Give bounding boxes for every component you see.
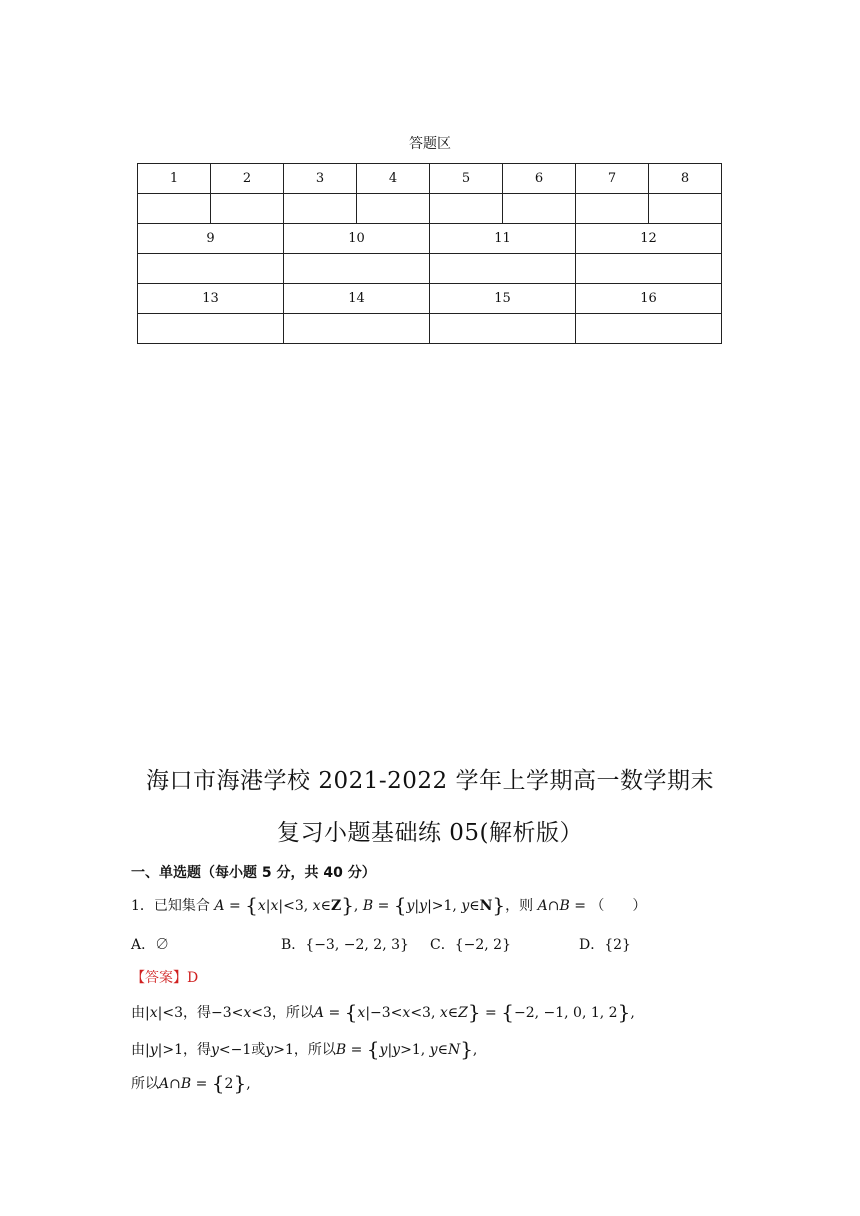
option-a-label: A．	[131, 937, 156, 953]
answer-number-cell: 2	[211, 164, 284, 194]
answer-number-cell: 6	[503, 164, 576, 194]
answer-grid-blank-row	[138, 314, 722, 344]
intersection-expression: A∩B =	[537, 898, 586, 914]
step2-text: ，得	[183, 1042, 211, 1058]
answer-blank-cell[interactable]	[284, 194, 357, 224]
answer-blank-cell[interactable]	[430, 194, 503, 224]
step1-text: ，所以	[271, 1005, 314, 1021]
answer-number-cell: 3	[284, 164, 357, 194]
answer-blank-cell[interactable]	[576, 314, 722, 344]
answer-grid-blank-row	[138, 254, 722, 284]
document-title-line1: 海口市海港学校 2021-2022 学年上学期高一数学期末	[146, 768, 714, 794]
answer-number-cell: 13	[138, 284, 284, 314]
option-c-label: C．	[430, 937, 455, 953]
step2-text: 或	[251, 1042, 266, 1058]
answer-number-cell: 16	[576, 284, 722, 314]
answer-grid-header-row	[138, 224, 722, 254]
answer-blank-cell[interactable]	[357, 194, 430, 224]
answer-grid-header-row	[138, 164, 722, 194]
answer-number-cell: 4	[357, 164, 430, 194]
section-heading: 一、单选题（每小题 5 分，共 40 分）	[131, 865, 376, 881]
answer-number-cell: 8	[649, 164, 722, 194]
option-d-label: D．	[579, 937, 605, 953]
option-a[interactable]	[131, 934, 169, 954]
answer-blank-cell[interactable]	[576, 254, 722, 284]
answer-number-cell: 9	[138, 224, 284, 254]
answer-number-cell: 7	[576, 164, 649, 194]
question-1-stem	[131, 893, 646, 917]
option-b[interactable]	[281, 934, 409, 954]
option-b-label: B．	[281, 937, 306, 953]
answer-blank-cell[interactable]	[138, 254, 284, 284]
step2-text: ，所以	[293, 1042, 336, 1058]
answer-number-cell: 1	[138, 164, 211, 194]
answer-number-cell: 14	[284, 284, 430, 314]
solution-step-3: 所以A∩B = {2},	[131, 1071, 251, 1095]
step1-text: ，得	[182, 1005, 211, 1021]
answer-grid-blank-row	[138, 194, 722, 224]
answer-blank-cell[interactable]	[503, 194, 576, 224]
answer-area-title: 答题区	[409, 136, 451, 152]
answer-blank-cell[interactable]	[211, 194, 284, 224]
answer-blank-cell[interactable]	[430, 254, 576, 284]
answer-blank-cell[interactable]	[576, 194, 649, 224]
option-b-value: {−3, −2, 2, 3}	[305, 937, 409, 953]
answer-blank-cell[interactable]	[138, 314, 284, 344]
step3-text: 所以	[131, 1076, 159, 1092]
option-c[interactable]	[430, 934, 511, 954]
answer-number-cell: 5	[430, 164, 503, 194]
answer-blank-cell[interactable]	[430, 314, 576, 344]
solution-step-2: 由|y|>1，得y<−1或y>1，所以B = {y|y>1, y∈N},	[131, 1037, 478, 1061]
option-d[interactable]	[579, 934, 631, 954]
stem-suffix: ，则	[505, 898, 534, 914]
question-number: 1．	[131, 898, 154, 914]
answer-number-cell: 10	[284, 224, 430, 254]
option-c-value: {−2, 2}	[454, 937, 511, 953]
solution-step-1: 由|x|<3，得−3<x<3，所以A = {x|−3<x<3, x∈Z} = {−2, −1, 0, 1, 2},	[131, 1000, 635, 1024]
option-a-value: ∅	[155, 937, 170, 953]
step1-text: 由	[131, 1005, 145, 1021]
answer-blank-cell[interactable]	[138, 194, 211, 224]
stem-prefix: 已知集合	[153, 898, 210, 914]
answer-label: 【答案】D	[131, 970, 199, 986]
answer-blank-cell[interactable]	[284, 314, 430, 344]
answer-grid-header-row	[138, 284, 722, 314]
answer-number-cell: 15	[430, 284, 576, 314]
answer-blank-cell[interactable]	[284, 254, 430, 284]
option-d-value: {2}	[604, 937, 631, 953]
document-title-line2: 复习小题基础练 05(解析版）	[276, 820, 584, 846]
answer-number-cell: 11	[430, 224, 576, 254]
stem-end: （ ）	[590, 898, 647, 914]
answer-blank-cell[interactable]	[649, 194, 722, 224]
answer-grid	[137, 163, 722, 344]
set-a-definition: A = {x|x|<3, x∈Z}, B = {y|y|>1, y∈N}	[214, 893, 506, 917]
step2-text: 由	[131, 1042, 145, 1058]
answer-number-cell: 12	[576, 224, 722, 254]
